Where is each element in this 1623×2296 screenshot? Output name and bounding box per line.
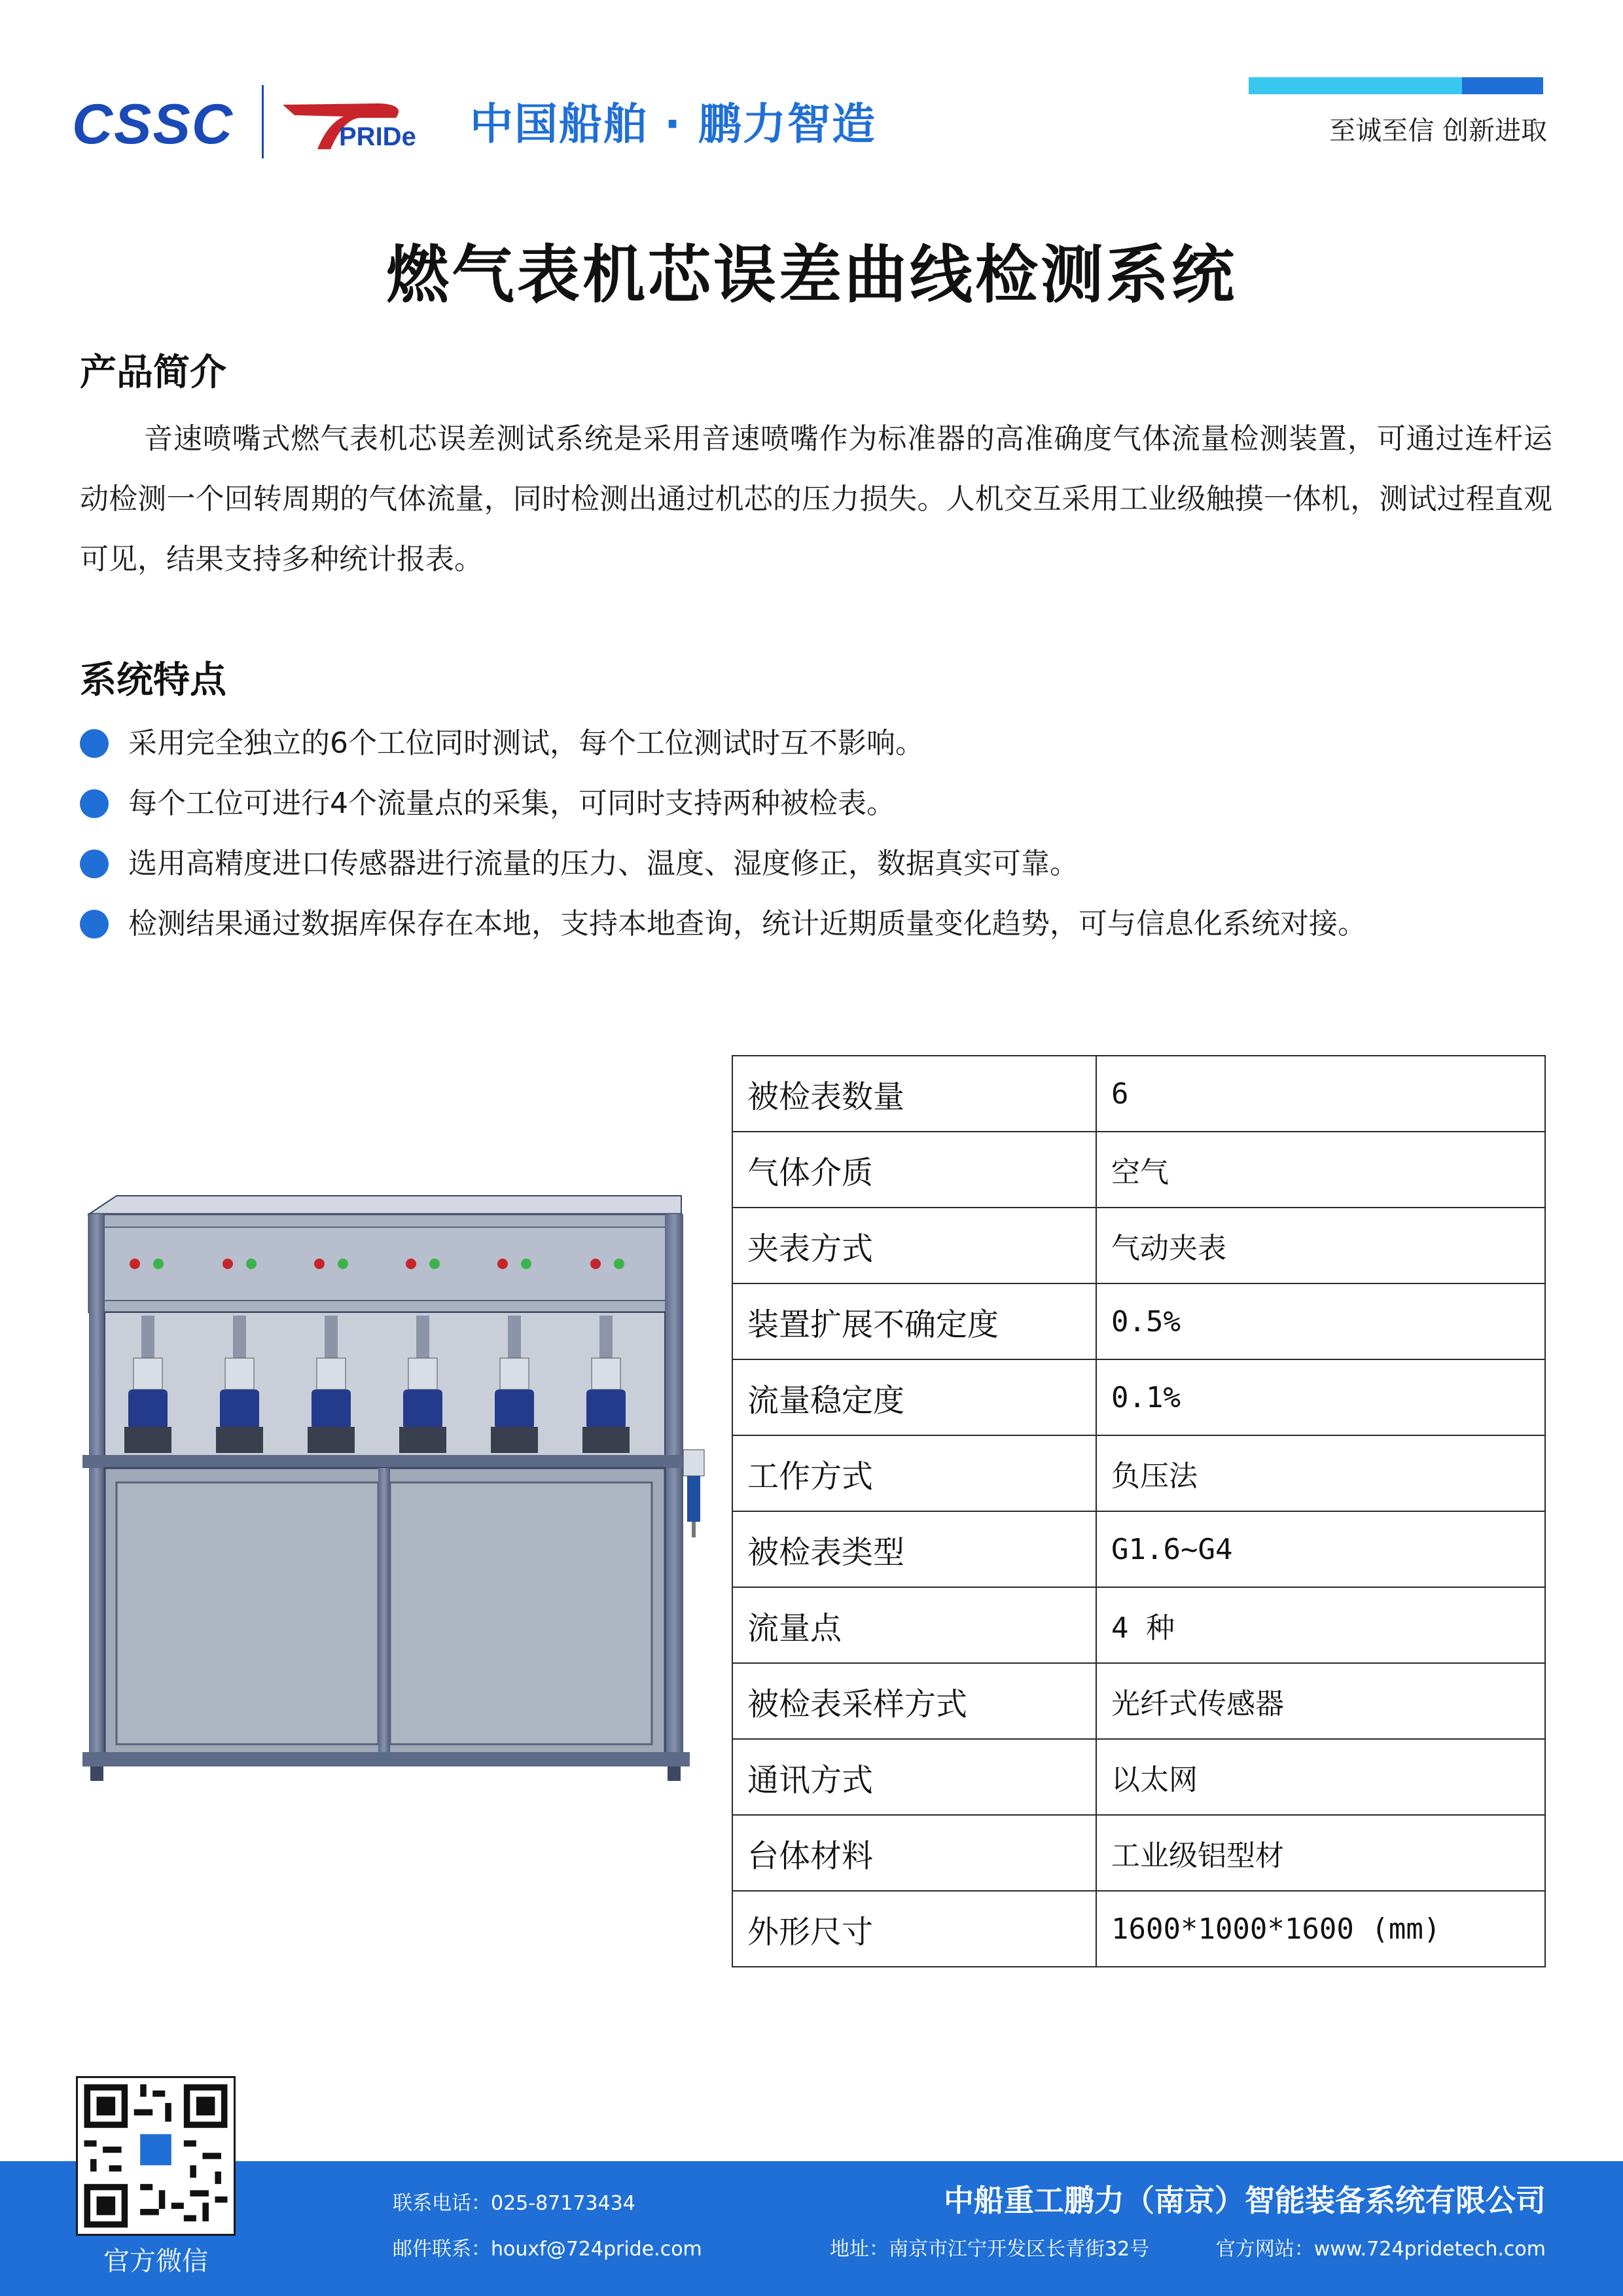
accent-bar-light bbox=[1249, 77, 1462, 94]
table-row bbox=[732, 1208, 1545, 1283]
spec-value: 以太网 bbox=[1096, 1739, 1545, 1815]
spec-label: 装置扩展不确定度 bbox=[732, 1283, 1096, 1359]
pride-logo bbox=[281, 98, 445, 151]
feature-text: 检测结果通过数据库保存在本地，支持本地查询，统计近期质量变化趋势，可与信息化系统对接。 bbox=[128, 907, 1366, 941]
footer-address: 地址：南京市江宁开发区长青街32号 bbox=[830, 2238, 1150, 2261]
accent-bar-dark bbox=[1462, 77, 1543, 94]
spec-label: 气体介质 bbox=[732, 1132, 1096, 1208]
control-panel-face bbox=[99, 1227, 669, 1300]
footer-email[interactable]: 邮件联系：houxf@724pride.com bbox=[393, 2238, 702, 2261]
table-row bbox=[732, 1056, 1545, 1132]
spec-label: 夹表方式 bbox=[732, 1208, 1096, 1283]
feature-item bbox=[80, 713, 1559, 774]
table-row bbox=[732, 1132, 1545, 1208]
spec-value: 1600*1000*1600 (mm) bbox=[1096, 1891, 1545, 1967]
spec-label: 台体材料 bbox=[732, 1815, 1096, 1891]
spec-value: 4 种 bbox=[1096, 1587, 1545, 1663]
bullet-dot-icon bbox=[80, 910, 109, 939]
footer-website-link[interactable]: 官方网站：www.724pridetech.com bbox=[1215, 2238, 1546, 2261]
spec-label: 被检表数量 bbox=[732, 1056, 1096, 1132]
cabinet-shelf bbox=[82, 1455, 690, 1468]
spec-label: 被检表类型 bbox=[732, 1511, 1096, 1587]
qr-code-icon[interactable] bbox=[76, 2076, 236, 2236]
frame-post-middle bbox=[378, 1468, 390, 1756]
table-row bbox=[732, 1663, 1545, 1739]
intro-heading: 产品简介 bbox=[80, 351, 226, 394]
feature-text: 每个工位可进行4个流量点的采集，可同时支持两种被检表。 bbox=[128, 787, 895, 820]
feature-item bbox=[80, 774, 1559, 834]
spec-value: 6 bbox=[1096, 1056, 1545, 1132]
frame-post-right bbox=[665, 1214, 683, 1757]
feature-item bbox=[80, 834, 1559, 894]
spec-label: 工作方式 bbox=[732, 1435, 1096, 1511]
pride-logo-text: PRIDe bbox=[339, 122, 416, 151]
header-motto: 至诚至信 创新进取 bbox=[1329, 116, 1547, 146]
bullet-dot-icon bbox=[80, 789, 109, 818]
spec-value: G1.6~G4 bbox=[1096, 1511, 1545, 1587]
spec-value: 工业级铝型材 bbox=[1096, 1815, 1545, 1891]
spec-table bbox=[732, 1055, 1546, 1967]
spec-value: 0.1% bbox=[1096, 1359, 1545, 1435]
features-heading: 系统特点 bbox=[80, 659, 226, 702]
spec-value: 光纤式传感器 bbox=[1096, 1663, 1545, 1739]
cssc-logo: CSSC bbox=[72, 93, 234, 156]
qr-caption: 官方微信 bbox=[103, 2246, 208, 2276]
logo-divider bbox=[262, 85, 264, 158]
table-row bbox=[732, 1587, 1545, 1663]
spec-value: 空气 bbox=[1096, 1132, 1545, 1208]
spec-label: 流量稳定度 bbox=[732, 1359, 1096, 1435]
feature-text: 采用完全独立的6个工位同时测试，每个工位测试时互不影响。 bbox=[128, 726, 924, 760]
feature-text: 选用高精度进口传感器进行流量的压力、温度、湿度修正，数据真实可靠。 bbox=[128, 847, 1079, 880]
work-area bbox=[105, 1312, 665, 1456]
air-filter-unit bbox=[683, 1450, 704, 1537]
footer-phone: 联系电话：025-87173434 bbox=[393, 2192, 635, 2215]
qr-code-pattern bbox=[78, 2078, 234, 2234]
spec-value: 0.5% bbox=[1096, 1283, 1545, 1359]
cabinet-door-right bbox=[390, 1482, 652, 1744]
footer-company-name: 中船重工鹏力（南京）智能装备系统有限公司 bbox=[944, 2183, 1546, 2218]
table-row bbox=[732, 1739, 1545, 1815]
intro-paragraph: 音速喷嘴式燃气表机芯误差测试系统是采用音速喷嘴作为标准器的高准确度气体流量检测装置，可通过连杆运动检测一个回转周期的气体流量，同时检测出通过机芯的压力损失。人机交互采用工业级触摸一体机，测试过程直观可见，结果支持多种统计报表。 bbox=[80, 422, 1552, 576]
spec-value: 负压法 bbox=[1096, 1435, 1545, 1511]
table-row bbox=[732, 1435, 1545, 1511]
document-title: 燃气表机芯误差曲线检测系统 bbox=[386, 238, 1237, 312]
feature-list bbox=[80, 713, 1559, 954]
table-row bbox=[732, 1283, 1545, 1359]
spec-label: 被检表采样方式 bbox=[732, 1663, 1096, 1739]
cabinet-top bbox=[89, 1196, 681, 1214]
table-row bbox=[732, 1815, 1545, 1891]
spec-label: 流量点 bbox=[732, 1587, 1096, 1663]
header-slogan: 中国船舶 · 鹏力智造 bbox=[470, 99, 877, 149]
spec-label: 通讯方式 bbox=[732, 1739, 1096, 1815]
table-row bbox=[732, 1891, 1545, 1967]
cabinet-base bbox=[82, 1752, 690, 1767]
table-row bbox=[732, 1359, 1545, 1435]
spec-label: 外形尺寸 bbox=[732, 1891, 1096, 1967]
spec-value: 气动夹表 bbox=[1096, 1208, 1545, 1283]
bullet-dot-icon bbox=[80, 729, 109, 758]
product-image bbox=[76, 1181, 711, 1797]
frame-post-left bbox=[89, 1214, 105, 1757]
table-row bbox=[732, 1511, 1545, 1587]
feature-item bbox=[80, 894, 1559, 954]
bullet-dot-icon bbox=[80, 850, 109, 878]
cabinet-door-left bbox=[116, 1482, 378, 1744]
